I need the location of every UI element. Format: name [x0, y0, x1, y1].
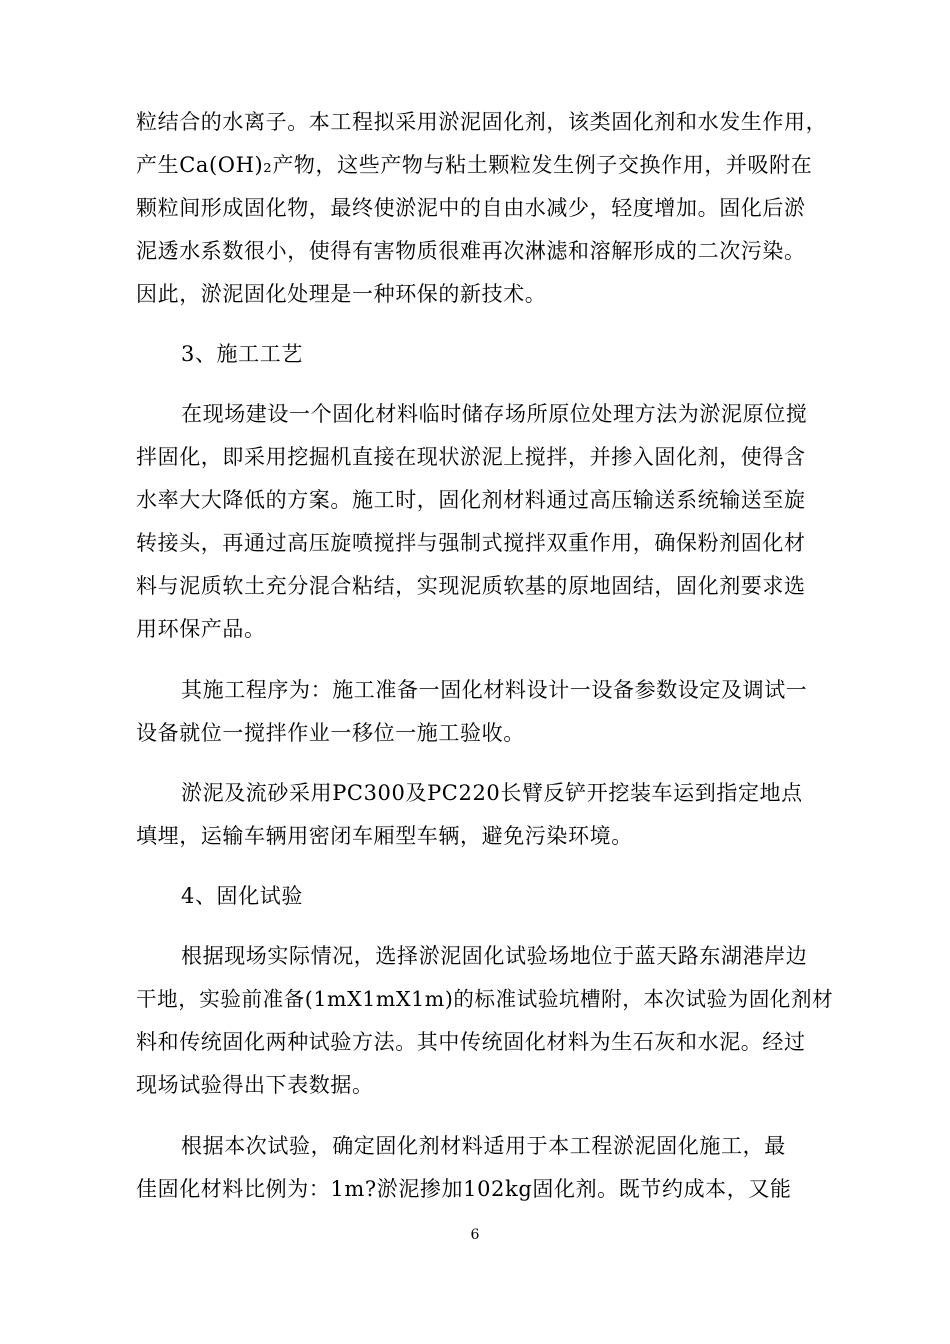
- text-line: 用环保产品。: [136, 617, 266, 641]
- text-line: 设备就位一搅拌作业一移位一施工验收。: [136, 721, 525, 745]
- text-line: 产生Ca(OH)₂产物，这些产物与粘土颗粒发生例子交换作用，并吸附在: [136, 153, 813, 177]
- section-heading: 4、固化试验: [181, 884, 303, 908]
- text-line: 淤泥及流砂采用PC300及PC220长臂反铲开挖装车运到指定地点: [181, 781, 803, 805]
- text-line: 根据本次试验，确定固化剂材料适用于本工程淤泥固化施工，最: [181, 1134, 786, 1158]
- page-number: 6: [470, 1227, 480, 1243]
- text-line: 颗粒间形成固化物，最终使淤泥中的自由水减少，轻度增加。固化后淤: [136, 196, 806, 220]
- text-line: 干地，实验前准备(1mX1mX1m)的标准试验坑槽附，本次试验为固化剂材: [136, 987, 834, 1011]
- text-line: 料和传统固化两种试验方法。其中传统固化材料为生石灰和水泥。经过: [136, 1030, 806, 1054]
- text-line: 料与泥质软土充分混合粘结，实现泥质软基的原地固结，固化剂要求选: [136, 574, 806, 598]
- text-line: 因此，淤泥固化处理是一种环保的新技术。: [136, 282, 547, 306]
- text-line: 泥透水系数很小，使得有害物质很难再次淋滤和溶解形成的二次污染。: [136, 239, 806, 263]
- text-line: 现场试验得出下表数据。: [136, 1073, 374, 1097]
- text-line: 根据现场实际情况，选择淤泥固化试验场地位于蓝天路东湖港岸边: [181, 944, 808, 968]
- text-line: 其施工程序为：施工准备一固化材料设计一设备参数设定及调试一: [181, 678, 808, 702]
- text-line: 水率大大降低的方案。施工时，固化剂材料通过高压输送系统输送至旋: [136, 488, 806, 512]
- text-line: 填埋，运输车辆用密闭车厢型车辆，避免污染环境。: [136, 824, 633, 848]
- text-line: 在现场建设一个固化材料临时储存场所原位处理方法为淤泥原位搅: [181, 402, 808, 426]
- text-line: 拌固化，即采用挖掘机直接在现状淤泥上搅拌，并掺入固化剂，使得含: [136, 445, 806, 469]
- text-line: 粒结合的水离子。本工程拟采用淤泥固化剂，该类固化剂和水发生作用，: [136, 110, 828, 134]
- text-line: 转接头，再通过高压旋喷搅拌与强制式搅拌双重作用，确保粉剂固化材: [136, 531, 806, 555]
- section-heading: 3、施工工艺: [181, 342, 303, 366]
- text-line: 佳固化材料比例为：1m?淤泥掺加102kg固化剂。既节约成本，又能: [136, 1177, 792, 1201]
